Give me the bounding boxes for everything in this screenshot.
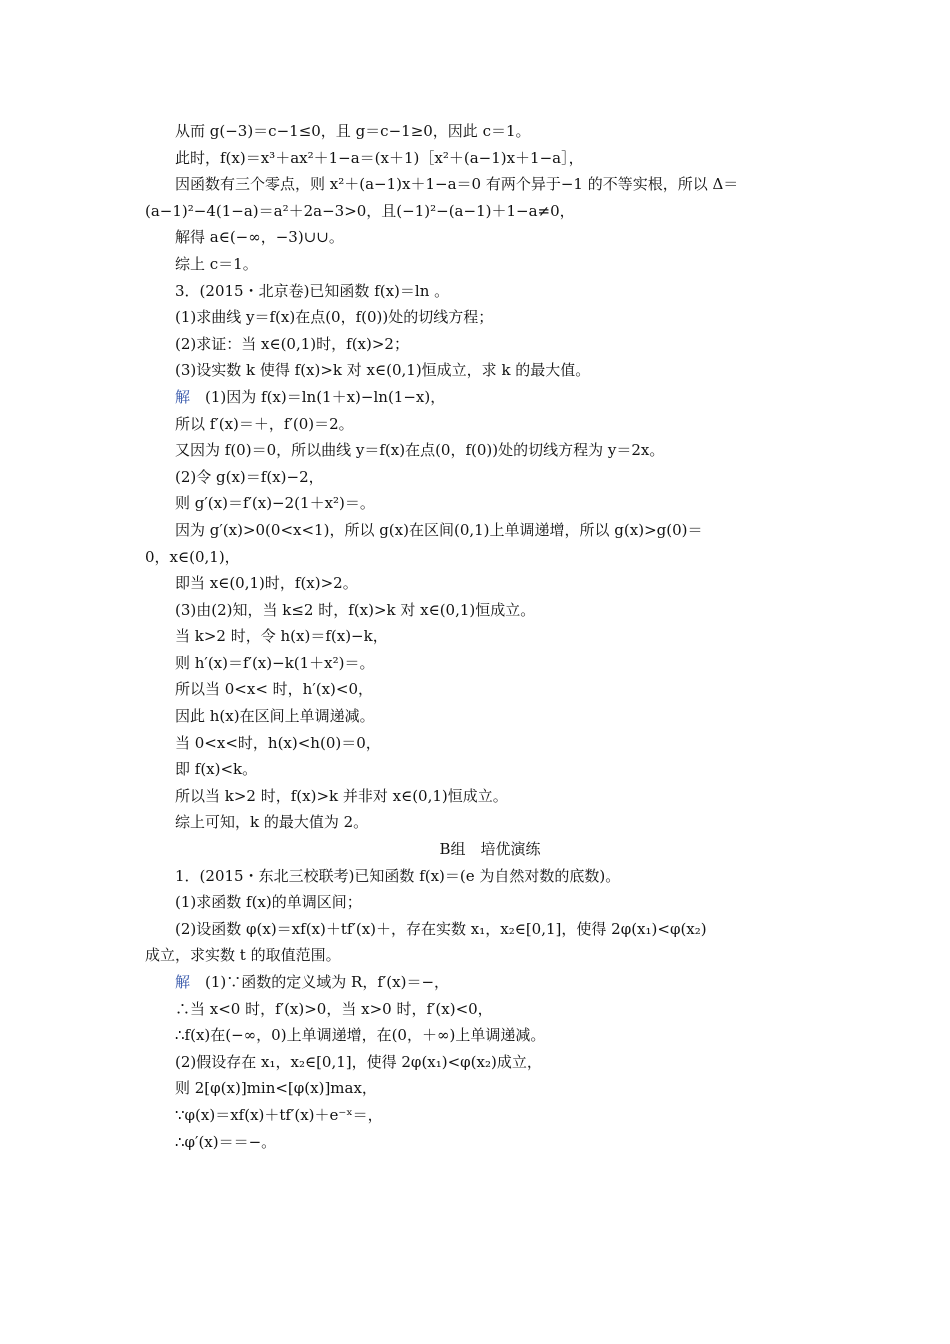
- line-text: (2)设函数 φ(x)＝xf(x)＋tf′(x)＋，存在实数 x₁，x₂∈[0,1]，使得 2φ(x₁)<φ(x₂): [175, 919, 707, 938]
- text-line: [145, 357, 835, 384]
- line-text: 当 k>2 时，令 h(x)＝f(x)−k，: [175, 627, 388, 646]
- line-text: ∴φ′(x)＝＝−。: [175, 1132, 277, 1151]
- line-text: 所以当 0<x< 时，h′(x)<0，: [175, 680, 374, 699]
- text-line: [145, 783, 835, 810]
- text-line: [145, 517, 835, 544]
- line-text: 因此 h(x)在区间上单调递减。: [175, 707, 375, 726]
- text-line: [145, 703, 835, 730]
- text-line: [145, 916, 835, 943]
- solution-line: [145, 384, 835, 411]
- line-text: 因为 g′(x)>0(0<x<1)，所以 g(x)在区间(0,1)上单调递增，所以 g(x)>g(0)＝: [175, 520, 703, 539]
- line-text: ∵φ(x)＝xf(x)＋tf′(x)＋e⁻ˣ＝，: [175, 1105, 383, 1124]
- text-line: [145, 942, 835, 969]
- text-line: [145, 756, 835, 783]
- line-text: (2)令 g(x)＝f(x)−2，: [175, 467, 324, 486]
- line-text: 又因为 f(0)＝0，所以曲线 y＝f(x)在点(0，f(0))处的切线方程为 y＝2x。: [175, 441, 665, 460]
- line-text: 1．(2015・东北三校联考)已知函数 f(x)＝(e 为自然对数的底数)。: [175, 866, 621, 885]
- line-text: 即当 x∈(0,1)时，f(x)>2。: [175, 574, 358, 593]
- text-line: [145, 730, 835, 757]
- line-text: ∴f(x)在(−∞，0)上单调递增，在(0，＋∞)上单调递减。: [175, 1026, 546, 1045]
- text-line: [145, 1129, 835, 1156]
- line-text: 则 h′(x)＝f′(x)−k(1＋x²)＝。: [175, 653, 375, 672]
- solution-label: 解: [175, 973, 191, 991]
- line-text: 0，x∈(0,1)，: [145, 547, 240, 566]
- line-text: (2)假设存在 x₁，x₂∈[0,1]，使得 2φ(x₁)<φ(x₂)成立，: [175, 1052, 542, 1071]
- line-text: 即 f(x)<k。: [175, 760, 258, 779]
- line-text: (1)求曲线 y＝f(x)在点(0，f(0))处的切线方程；: [175, 308, 494, 327]
- text-line: [145, 437, 835, 464]
- line-text: 成立，求实数 t 的取值范围。: [145, 946, 341, 965]
- text-line: [145, 676, 835, 703]
- text-line: [145, 331, 835, 358]
- line-text: (1)∵函数的定义域为 R，f′(x)＝−，: [190, 973, 450, 991]
- text-line: [145, 490, 835, 517]
- text-line: [145, 171, 835, 198]
- document-body: [145, 118, 835, 1155]
- line-text: 则 g′(x)＝f′(x)−2(1＋x²)＝。: [175, 494, 375, 513]
- text-line: [145, 224, 835, 251]
- line-text: 所以当 k>2 时，f(x)>k 并非对 x∈(0,1)恒成立。: [175, 786, 508, 805]
- text-line: [145, 1049, 835, 1076]
- text-line: [145, 198, 835, 225]
- line-text: 综上可知，k 的最大值为 2。: [175, 813, 369, 832]
- text-line: [145, 304, 835, 331]
- text-line: [145, 809, 835, 836]
- text-line: [145, 411, 835, 438]
- line-text: (1)求函数 f(x)的单调区间；: [175, 893, 362, 912]
- line-text: 综上 c＝1。: [175, 254, 258, 273]
- text-line: [145, 570, 835, 597]
- text-line: [145, 145, 835, 172]
- line-text: 因函数有三个零点，则 x²＋(a−1)x＋1−a＝0 有两个异于−1 的不等实根，所以 Δ＝: [175, 175, 739, 194]
- line-text: 当 0<x<时，h(x)<h(0)＝0，: [175, 733, 381, 752]
- text-line: [145, 464, 835, 491]
- text-line: [145, 650, 835, 677]
- solution-line: [145, 969, 835, 996]
- line-text: (3)由(2)知，当 k≤2 时，f(x)>k 对 x∈(0,1)恒成立。: [175, 600, 536, 619]
- line-text: (2)求证：当 x∈(0,1)时，f(x)>2；: [175, 334, 409, 353]
- text-line: [145, 863, 835, 890]
- text-line: [145, 996, 835, 1023]
- text-line: [145, 251, 835, 278]
- line-text: 此时，f(x)＝x³＋ax²＋1−a＝(x＋1)［x²＋(a−1)x＋1−a］，: [175, 148, 584, 167]
- text-line: [145, 278, 835, 305]
- text-line: [145, 597, 835, 624]
- line-text: ∴当 x<0 时，f′(x)>0，当 x>0 时，f′(x)<0，: [175, 999, 493, 1018]
- line-text: (a−1)²−4(1−a)＝a²＋2a−3>0，且(−1)²−(a−1)＋1−a≠0，: [145, 201, 575, 220]
- line-text: 解得 a∈(−∞，−3)∪∪。: [175, 228, 344, 247]
- line-text: 3．(2015・北京卷)已知函数 f(x)＝ln 。: [175, 281, 450, 300]
- line-text: (1)因为 f(x)＝ln(1＋x)−ln(1−x)，: [190, 387, 446, 406]
- text-line: [145, 544, 835, 571]
- section-heading: [145, 836, 835, 863]
- text-line: [145, 623, 835, 650]
- line-text: 所以 f′(x)＝＋，f′(0)＝2。: [175, 414, 354, 433]
- line-text: 则 2[φ(x)]min<[φ(x)]max，: [175, 1079, 377, 1098]
- text-line: [145, 1102, 835, 1129]
- solution-label: 解: [175, 387, 191, 406]
- line-text: (3)设实数 k 使得 f(x)>k 对 x∈(0,1)恒成立，求 k 的最大值。: [175, 361, 591, 380]
- text-line: [145, 1075, 835, 1102]
- line-text: 从而 g(−3)＝c−1≤0，且 g＝c−1≥0，因此 c＝1。: [175, 122, 531, 140]
- text-line: [145, 889, 835, 916]
- line-text: B组 培优演练: [439, 840, 541, 859]
- text-line: [145, 118, 835, 145]
- text-line: [145, 1022, 835, 1049]
